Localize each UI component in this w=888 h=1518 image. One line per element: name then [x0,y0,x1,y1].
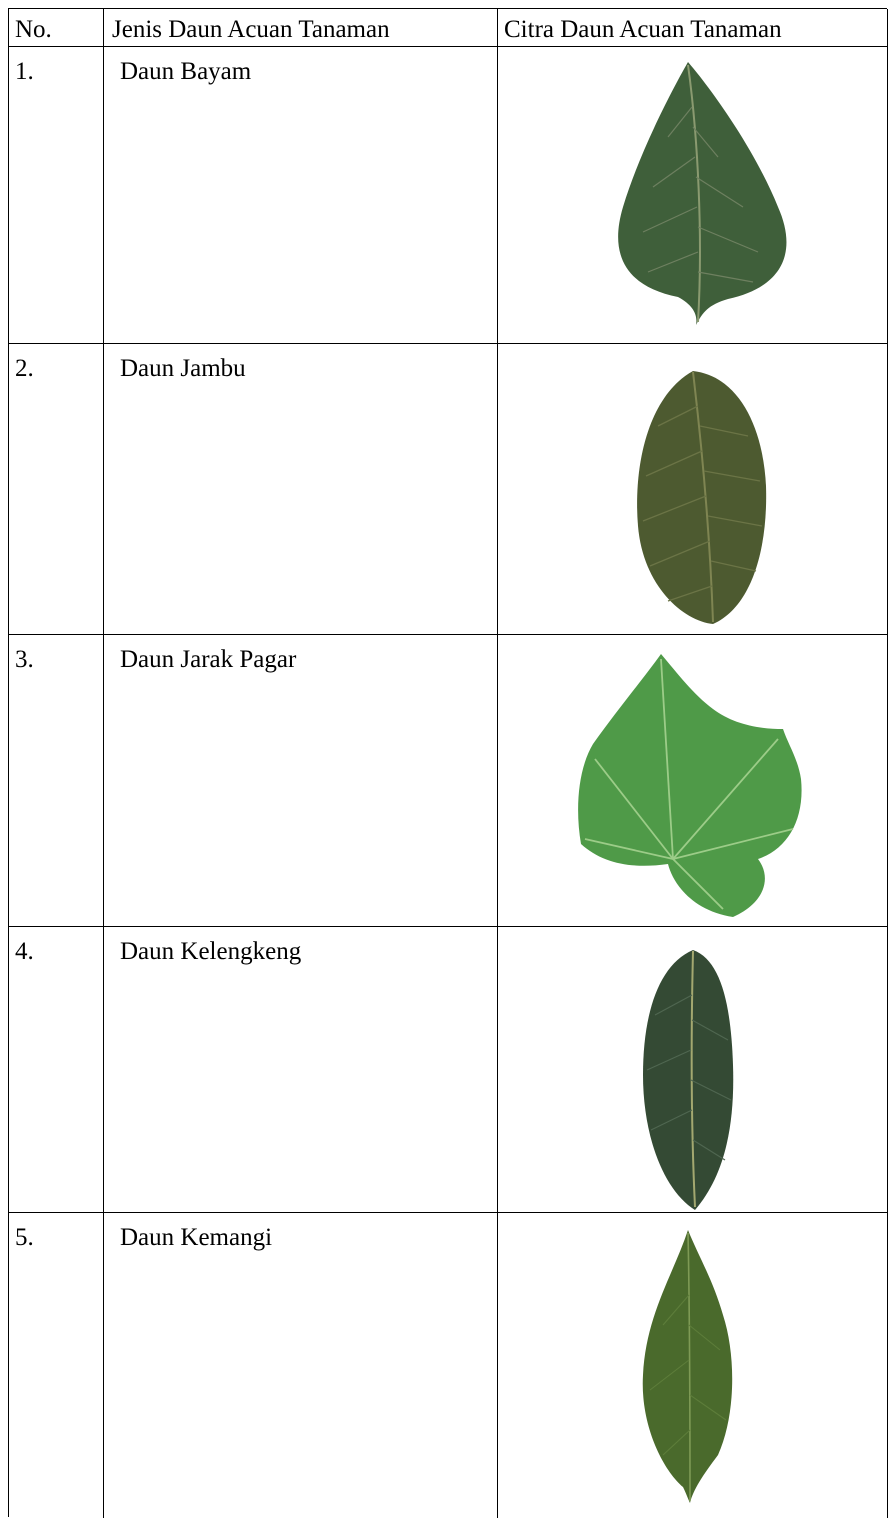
table-header-row [9,9,888,47]
table-row [9,927,888,1213]
spinach-leaf-image [608,57,798,327]
leaf-image-cell [498,635,888,926]
table-row [9,47,888,344]
header-no: No. [9,9,104,46]
row-number: 1. [9,47,104,343]
longan-leaf-image [633,945,743,1215]
header-leaf-type: Jenis Daun Acuan Tanaman [104,9,498,46]
leaf-name: Daun Bayam [104,47,498,343]
table-row [9,1213,888,1518]
jatropha-leaf-image [573,649,808,924]
leaf-name: Daun Kelengkeng [104,927,498,1212]
basil-leaf-image [638,1225,738,1505]
leaf-image-cell [498,927,888,1212]
leaf-name: Daun Jarak Pagar [104,635,498,926]
row-number: 5. [9,1213,104,1518]
leaf-image-cell [498,1213,888,1518]
table-row [9,344,888,635]
leaf-image-cell [498,47,888,343]
leaf-image-cell [498,344,888,634]
header-leaf-image: Citra Daun Acuan Tanaman [498,9,888,46]
leaf-reference-table [8,8,887,1517]
guava-leaf-image [628,366,778,628]
row-number: 2. [9,344,104,634]
table-row [9,635,888,927]
row-number: 4. [9,927,104,1212]
leaf-name: Daun Jambu [104,344,498,634]
row-number: 3. [9,635,104,926]
leaf-name: Daun Kemangi [104,1213,498,1518]
